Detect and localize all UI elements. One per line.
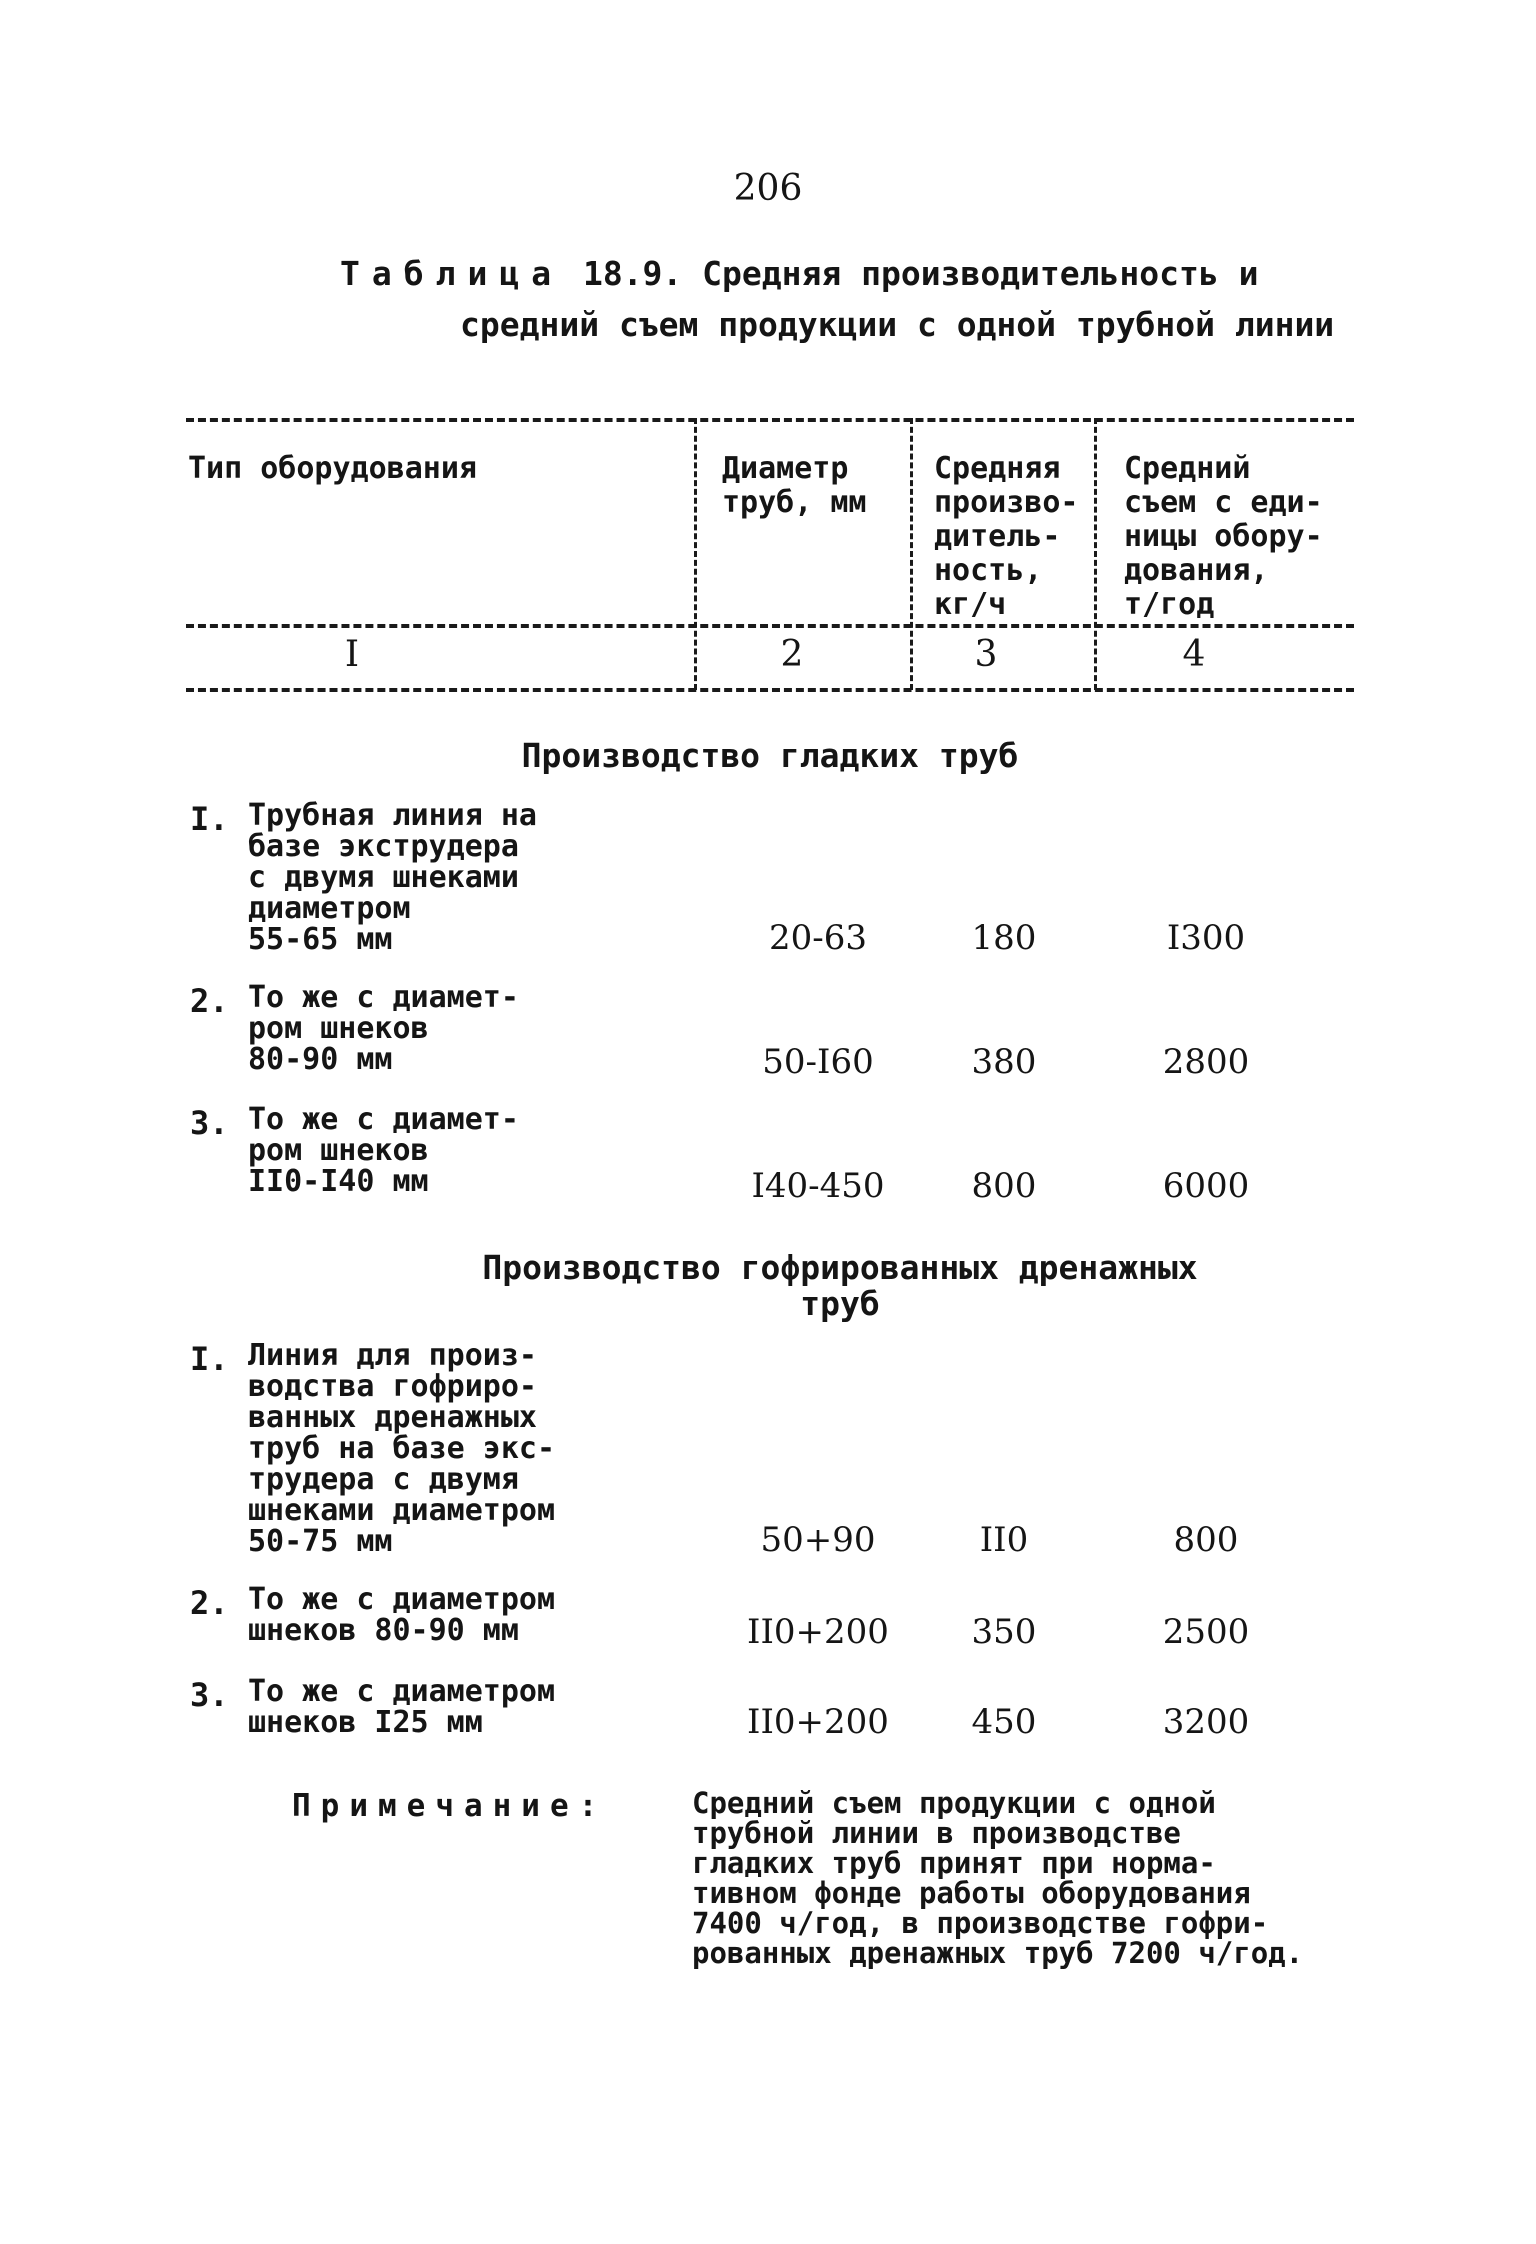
cell-productivity: 180	[971, 918, 1037, 958]
row-number: 2.	[190, 982, 229, 1020]
cell-diameter: 50+90	[760, 1520, 876, 1560]
row-number: I.	[190, 1340, 229, 1378]
row-number: 3.	[190, 1676, 229, 1714]
section-title-smooth-pipes: Производство гладких труб	[521, 736, 1019, 775]
cell-output: I300	[1166, 918, 1246, 958]
cell-productivity: 800	[971, 1166, 1037, 1206]
cell-diameter: II0+200	[747, 1702, 889, 1742]
note-text: Средний съем продукции с одной трубной линии в производстве гладких труб принят при норма- тивном фонде работы оборудования 7400 ч/год, в производстве гофри- рованных дренажных труб 7200 ч/год.	[692, 1786, 1304, 1970]
cell-diameter: II0+200	[747, 1612, 889, 1652]
table-caption-number: 18.9.	[582, 254, 683, 293]
cell-productivity: 350	[971, 1612, 1037, 1652]
row-label: То же с диамет- ром шнеков 80-90 мм	[248, 980, 519, 1077]
cell-output: 800	[1173, 1520, 1239, 1560]
column-number-2: 2	[780, 634, 804, 675]
row-number: 3.	[190, 1104, 229, 1142]
row-label: Линия для произ- водства гофриро- ванных дренажных труб на базе экс- трудера с двумя шнеками диаметром 50-75 мм	[248, 1338, 556, 1559]
column-number-4: 4	[1182, 634, 1206, 675]
cell-diameter: 20-63	[768, 918, 867, 958]
page-number: 206	[733, 168, 803, 209]
row-label: Трубная линия на базе экструдера с двумя шнеками диаметром 55-65 мм	[248, 798, 537, 957]
row-number: 2.	[190, 1584, 229, 1622]
cell-output: 3200	[1162, 1702, 1250, 1742]
cell-productivity: II0	[979, 1520, 1029, 1560]
cell-productivity: 450	[971, 1702, 1037, 1742]
header-average-productivity: Средняя произво- дитель- ность, кг/ч	[934, 451, 1079, 622]
cell-output: 6000	[1162, 1166, 1250, 1206]
table-caption-label: Таблица	[340, 254, 564, 293]
cell-diameter: I40-450	[751, 1166, 885, 1206]
row-label: То же с диаметром шнеков 80-90 мм	[248, 1582, 556, 1648]
column-divider-1	[694, 418, 697, 690]
cell-diameter: 50-I60	[762, 1042, 874, 1082]
cell-output: 2800	[1162, 1042, 1250, 1082]
section-title-corrugated-pipes: Производство гофрированных дренажных труб	[482, 1248, 1198, 1323]
row-label: То же с диаметром шнеков I25 мм	[248, 1674, 556, 1740]
table-top-rule	[186, 418, 1354, 422]
table-numbers-rule	[186, 688, 1354, 692]
column-number-1: I	[344, 634, 360, 675]
table-caption-line-2: средний съем продукции с одной трубной линии	[460, 305, 1335, 344]
cell-productivity: 380	[971, 1042, 1037, 1082]
note-label: Примечание:	[292, 1788, 608, 1824]
row-label: То же с диамет- ром шнеков II0-I40 мм	[248, 1102, 519, 1199]
column-divider-2	[910, 418, 913, 690]
row-number: I.	[190, 800, 229, 838]
column-number-3: 3	[974, 634, 998, 675]
header-average-output: Средний съем с еди- ницы обору- дования, т/год	[1124, 451, 1323, 622]
header-pipe-diameter: Диаметр труб, мм	[722, 451, 867, 520]
table-caption-line-1	[340, 254, 1258, 293]
header-equipment-type: Тип оборудования	[188, 451, 477, 486]
table-caption-title-1: Средняя производительность и	[702, 254, 1259, 293]
cell-output: 2500	[1162, 1612, 1250, 1652]
table-header-rule	[186, 624, 1354, 628]
column-divider-3	[1094, 418, 1097, 690]
